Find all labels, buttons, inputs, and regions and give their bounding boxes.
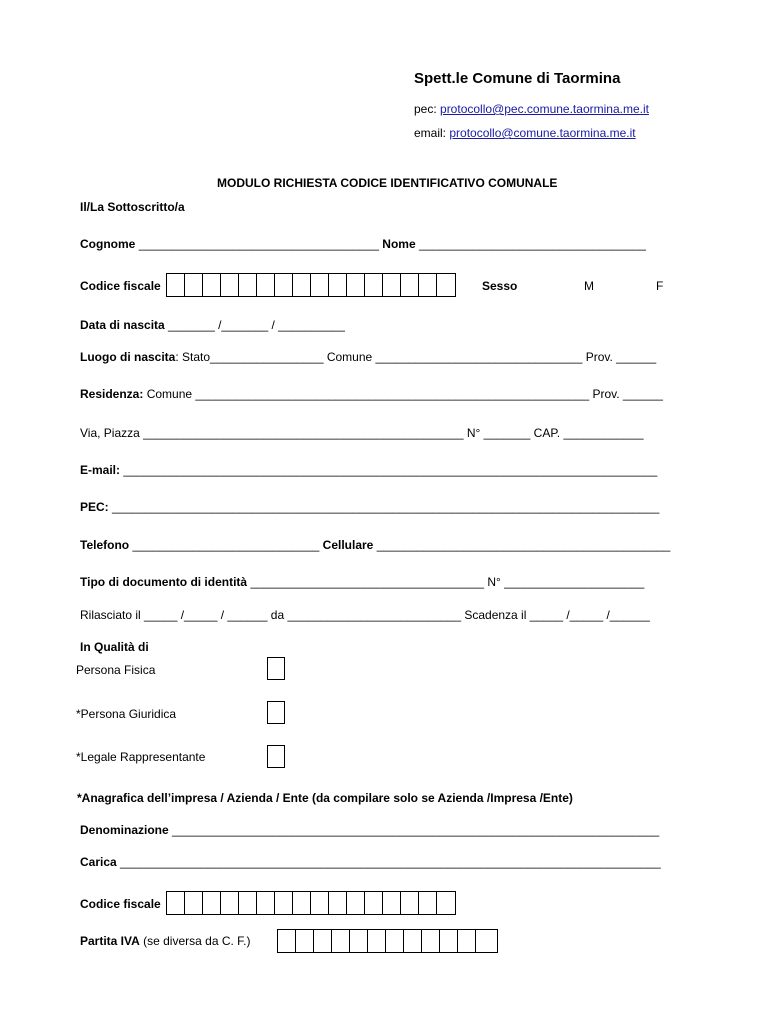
email-field-label: E-mail: bbox=[80, 463, 121, 477]
data-nascita-row bbox=[80, 318, 345, 332]
qualita-option-persona-giuridica: *Persona Giuridica bbox=[76, 707, 177, 721]
email-line bbox=[414, 126, 636, 140]
partita-iva-grid[interactable] bbox=[277, 929, 498, 953]
partita-iva-row bbox=[80, 934, 251, 948]
carica-label: Carica bbox=[80, 855, 117, 869]
codice-fiscale-2-label: Codice fiscale bbox=[80, 897, 161, 911]
luogo-nascita-label: Luogo di nascita bbox=[80, 350, 176, 364]
email-row bbox=[80, 463, 657, 477]
cognome-row bbox=[80, 237, 646, 251]
data-nascita-field[interactable]: _______ /_______ / __________ bbox=[168, 318, 345, 332]
anagrafica-title: *Anagrafica dell’impresa / Azienda / Ente (da compilare solo se Azienda /Impresa /Ente) bbox=[77, 791, 573, 805]
partita-iva-note: (se diversa da C. F.) bbox=[139, 934, 251, 948]
email-field[interactable]: ________________________________________________________________________________ bbox=[120, 463, 658, 477]
carica-row bbox=[80, 855, 661, 869]
persona-giuridica-checkbox[interactable] bbox=[267, 701, 285, 724]
codice-fiscale-label: Codice fiscale bbox=[80, 279, 161, 293]
sottoscritto-label: Il/La Sottoscritto/a bbox=[80, 200, 185, 214]
sesso-f[interactable]: F bbox=[656, 279, 664, 293]
pec-field-label: PEC: bbox=[80, 500, 109, 514]
pec-row bbox=[80, 500, 659, 514]
telefono-row bbox=[80, 538, 670, 552]
form-title: MODULO RICHIESTA CODICE IDENTIFICATIVO COMUNALE bbox=[217, 176, 558, 190]
pec-link[interactable]: protocollo@pec.comune.taormina.me.it bbox=[440, 102, 649, 116]
denominazione-row bbox=[80, 823, 659, 837]
via-field[interactable]: Via, Piazza ________________________________________________ N° _______ CAP. ____________ bbox=[80, 426, 644, 440]
recipient-title: Spett.le Comune di Taormina bbox=[414, 70, 621, 87]
email-link[interactable]: protocollo@comune.taormina.me.it bbox=[449, 126, 636, 140]
codice-fiscale-2-grid[interactable] bbox=[166, 891, 456, 915]
pec-line bbox=[414, 102, 649, 116]
cognome-label: Cognome bbox=[80, 237, 136, 251]
luogo-nascita-row bbox=[80, 350, 656, 364]
qualita-label: In Qualità di bbox=[80, 640, 149, 654]
email-label: email: bbox=[414, 126, 450, 140]
denominazione-field[interactable]: _________________________________________________________________________ bbox=[168, 823, 660, 837]
residenza-label: Residenza: bbox=[80, 387, 144, 401]
luogo-nascita-field[interactable]: : Stato_________________ Comune _______________________________ Prov. ______ bbox=[175, 350, 657, 364]
rilasciato-field[interactable]: Rilasciato il _____ /_____ / ______ da __________________________ Scadenza il _____ /_____ /______ bbox=[80, 608, 650, 622]
denominazione-label: Denominazione bbox=[80, 823, 169, 837]
legale-rappresentante-checkbox[interactable] bbox=[267, 745, 285, 768]
cellulare-field[interactable]: ____________________________________________ bbox=[373, 538, 671, 552]
cellulare-label: Cellulare bbox=[322, 538, 374, 552]
carica-field[interactable]: _________________________________________________________________________________ bbox=[116, 855, 661, 869]
residenza-field[interactable]: Comune ___________________________________________________________ Prov. ______ bbox=[143, 387, 663, 401]
nome-field[interactable]: __________________________________ bbox=[418, 237, 646, 251]
documento-field[interactable]: ___________________________________ N° _____________________ bbox=[247, 575, 645, 589]
pec-label: pec: bbox=[414, 102, 441, 116]
data-nascita-label: Data di nascita bbox=[80, 318, 165, 332]
persona-fisica-checkbox[interactable] bbox=[267, 657, 285, 680]
qualita-option-persona-fisica: Persona Fisica bbox=[76, 663, 156, 677]
sesso-label: Sesso bbox=[482, 279, 518, 293]
documento-label: Tipo di documento di identità bbox=[80, 575, 248, 589]
documento-row bbox=[80, 575, 644, 589]
residenza-row bbox=[80, 387, 663, 401]
sesso-m[interactable]: M bbox=[584, 279, 594, 293]
codice-fiscale-grid[interactable] bbox=[166, 273, 456, 297]
telefono-label: Telefono bbox=[80, 538, 130, 552]
cognome-field[interactable]: ____________________________________ bbox=[138, 237, 379, 251]
telefono-field[interactable]: ____________________________ bbox=[129, 538, 323, 552]
partita-iva-label: Partita IVA bbox=[80, 934, 140, 948]
qualita-option-legale-rappresentante: *Legale Rappresentante bbox=[76, 750, 206, 764]
nome-label: Nome bbox=[382, 237, 416, 251]
pec-field[interactable]: __________________________________________________________________________________ bbox=[108, 500, 660, 514]
